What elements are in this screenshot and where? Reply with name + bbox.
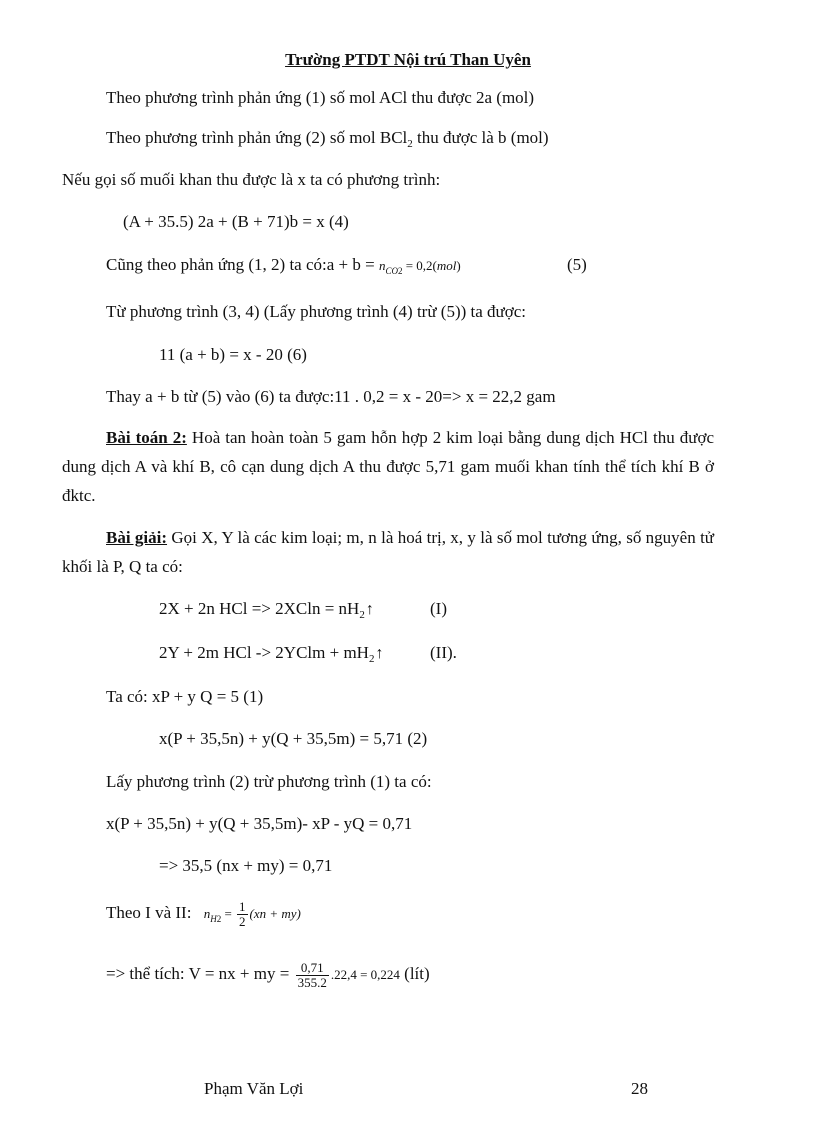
text-line: Theo phương trình phản ứng (2) số mol BCl$_2$ thu được là b (mol) <box>106 128 549 150</box>
text-line: Theo phương trình phản ứng (1) số mol ACl thu được 2a (mol) <box>106 88 535 107</box>
reaction-2-label: (II). <box>430 643 457 662</box>
hydrogen-formula: Theo I và II: $n_{H2}$ = $\frac{1}{2}$ (xn + my) <box>106 898 301 929</box>
volume-formula: => thể tích: V = nx + my = $\frac{0,71}{355.2}$ .22,4 = 0,224 (lít) <box>106 959 430 990</box>
up-arrow-icon: ↑ <box>375 645 384 662</box>
equation-1: Ta có: xP + y Q = 5 (1) <box>106 687 264 706</box>
text-line: Thay a + b từ (5) vào (6) ta được:11 . 0,2 = x - 20=> x = 22,2 gam <box>106 387 556 406</box>
solution-paragraph: Bài giải: Gọi X, Y là các kim loại; m, n là hoá trị, x, y là số mol tương ứng, số nguyên tử khối là P, Q ta có: <box>62 528 715 576</box>
equation-5: Cũng theo phản ứng (1, 2) ta có:a + $b = n_{CO2} = 0,2(mol)$ <box>106 255 461 276</box>
footer-author: Phạm Văn Lợi <box>204 1079 304 1098</box>
solution-label: Bài giải: <box>106 528 168 547</box>
page-header-title: Trường PTDT Nội trú Than Uyên <box>285 50 531 69</box>
page-number: 28 <box>631 1079 648 1098</box>
up-arrow-icon: ↑ <box>365 601 374 618</box>
equation-6: 11 (a + b) = x - 20 (6) <box>159 345 307 364</box>
reaction-2: 2Y + 2m HCl -> 2YClm + $mH_2↑$ <box>159 643 384 665</box>
reaction-1: 2X + 2n HCl => $2XCln = nH_2↑$ <box>159 599 374 621</box>
text-line: Từ phương trình (3, 4) (Lấy phương trình (4) trừ (5)) ta được: <box>106 302 527 321</box>
equation-number: (5) <box>567 255 587 274</box>
problem-paragraph: Bài toán 2: Hoà tan hoàn toàn 5 gam hỗn hợp 2 kim loại bằng dung dịch HCl thu được dung dịch A và khí B, cô cạn dung dịch A thu được 5,71 gam muối khan tính thể tích khí B ở đktc. <box>62 428 714 505</box>
problem-label: Bài toán 2: <box>106 428 187 447</box>
text-line: Lấy phương trình (2) trừ phương trình (1) ta có: <box>106 772 432 791</box>
reaction-1-label: (I) <box>430 599 447 618</box>
equation-4: (A + 35.5) 2a + (B + 71)b = x (4) <box>123 212 349 231</box>
text-line: Nếu gọi số muối khan thu được là x ta có phương trình: <box>62 170 441 189</box>
equation-2: x(P + 35,5n) + y(Q + 35,5m) = 5,71 (2) <box>159 729 428 748</box>
equation-line: x(P + 35,5n) + y(Q + 35,5m)- xP - yQ = 0,71 <box>106 814 413 833</box>
fraction: $\frac{0,71}{355.2}$ <box>297 959 327 990</box>
equation-line: => 35,5 (nx + my) = 0,71 <box>159 856 333 875</box>
fraction: $\frac{1}{2}$ <box>239 898 246 929</box>
